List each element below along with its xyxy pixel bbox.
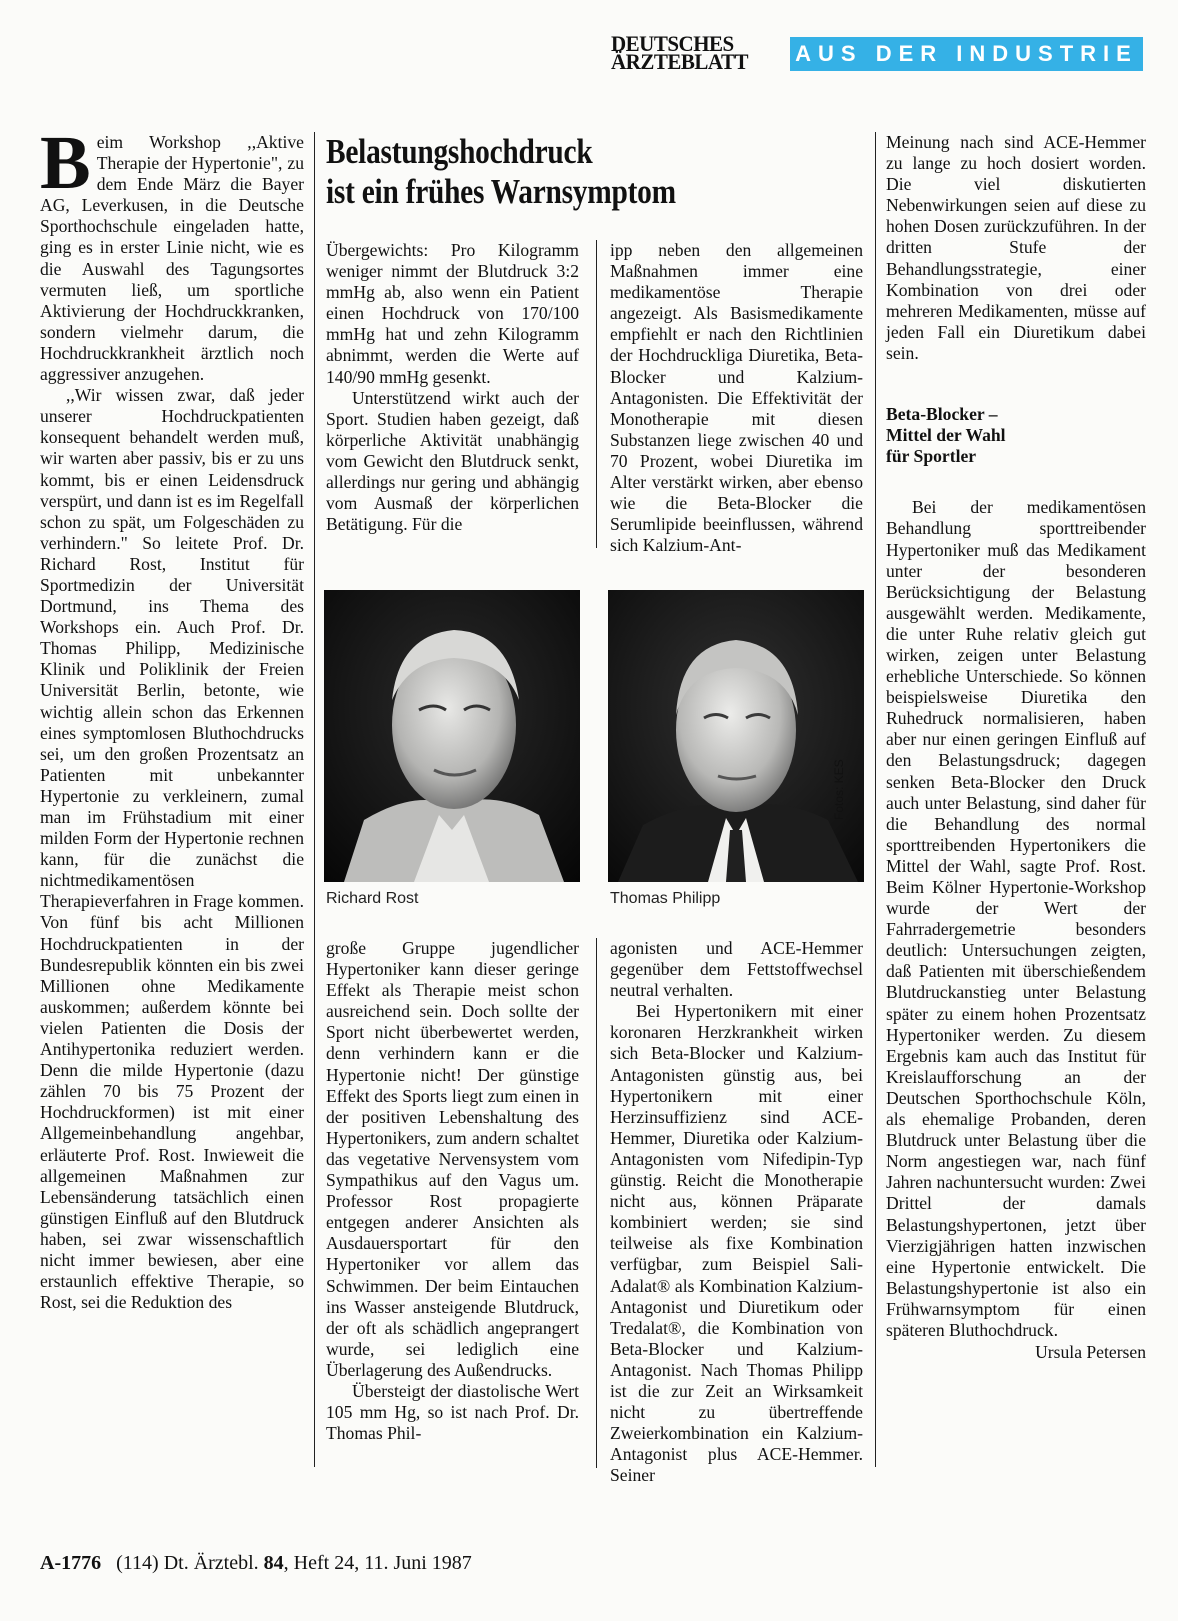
column-rule-2b	[596, 938, 597, 1468]
section-tag: AUS DER INDUSTRIE	[790, 37, 1143, 71]
subheading	[886, 364, 1146, 497]
footer-issue: , Heft 24, 11. Juni 1987	[283, 1552, 472, 1574]
col1-paragraph-2: ,,Wir wissen zwar, daß jeder unserer Hochdruckpatienten konsequent behandelt werden muß, wir warten aber passiv, bis er zu uns kommt, bis er einen Leidensdruck verspürt, und dann ist es im Regelfall schon zu spät, um Folgeschäden zu verhindern." So leitete Prof. Dr. Richard Rost, Institut für Sportmedizin der Universität Dortmund, ins Thema des Workshops ein. Auch Prof. Dr. Thomas Philipp, Medizinische Klinik und Poliklinik der Freien Universität Berlin, betonte, wie wichtig allein schon das Erkennen eines symptomlosen Bluthochdrucks sei, um den großen Prozentsatz an Patienten mit unbekannter Hypertonie zu verkleinern, zumal man im Frühstadium mit einer milden Form der Hypertonie rechnen kann, für die zunächst die nichtmedikamentösen Therapieverfahren in Frage kommen. Von fünf bis acht Millionen Hochdruckpatienten in der Bundesrepublik könnten ein bis zwei Millionen ohne Medikamente auskommen; außerdem könnte bei vielen Patienten die Dosis der Antihypertonika reduziert werden. Denn die milde Hypertonie (dazu zählen 70 bis 75 Prozent der Hochdruckformen) ist mit einer Allgemeinbehandlung angehbar, erläuterte Prof. Rost. Inwieweit die allgemeinen Maßnahmen zur Lebensänderung tatsächlich einen günstigen Einfluß auf den Blutdruck haben, sei zwar wissenschaftlich nicht immer bewiesen, aber eine erstaunlich effektive Therapie, so Rost, sei die Reduktion des	[40, 385, 304, 1313]
column-1	[40, 121, 304, 1313]
author: Ursula Petersen	[1035, 1342, 1146, 1363]
column-2-bottom	[326, 938, 579, 1444]
photo-credit: Fotos: KES	[832, 759, 846, 820]
col4-paragraph-1: Meinung nach sind ACE-Hemmer zu lange zu hoch dosiert worden. Die viel diskutierten Nebenwirkungen seien auf diese zu hohen Dosen zurückzuführen. In der dritten Stufe der Behandlungsstrategie, einer Kombination von drei oder mehreren Medikamenten, müsse auf jeden Fall ein Diuretikum dabei sein.	[886, 132, 1146, 363]
masthead-line2: ÄRZTEBLATT	[611, 48, 748, 74]
headline-line2: ist ein frühes Warnsymptom	[326, 172, 676, 211]
col2b-paragraph-2: Übersteigt der diastolische Wert 105 mm Hg, so ist nach Prof. Dr. Thomas Phil-	[326, 1380, 579, 1444]
subheading-line1: Beta-Blocker –	[886, 404, 998, 425]
photo-caption-2: Thomas Philipp	[610, 890, 721, 907]
col1-paragraph-1: eim Workshop ,,Aktive Therapie der Hypertonie", zu dem Ende März die Bayer AG, Leverkusen, in die Deutsche Sporthochschule eingeladen hatte, ging es in erster Linie nicht, wie es die Auswahl des Tagungsortes vermuten ließ, um sportliche Aktivierung der Hochdruckkranken, sondern vielmehr darum, die Hochdruckkrankheit ärztlich noch aggressiver anzugehen.	[40, 132, 304, 385]
footer-page-number: A-1776	[40, 1552, 102, 1574]
col2b-paragraph-1: große Gruppe jugendlicher Hypertoniker kann dieser geringe Effekt als Therapie meist schon ausreichend sein. Doch sollte der Sport nicht überbewertet werden, denn verhindern kann er die Hypertonie nicht! Der günstige Effekt des Sports liegt zum einen in der positiven Lebenshaltung des Hypertonikers, zum andern schaltet das vegetative Nervensystem vom Sympathikus auf den Vagus um. Professor Rost propagierte entgegen anderer Ansichten als Ausdauersportart für den Hypertoniker vor allem das Schwimmen. Der beim Eintauchen ins Wasser ansteigende Blutdruck, der oft als schädlich angeprangert wurde, sei lediglich eine Überlagerung des Außendrucks.	[326, 938, 579, 1380]
masthead	[611, 30, 748, 74]
column-3-bottom	[610, 938, 863, 1486]
column-rule-1	[314, 132, 315, 1467]
column-4	[886, 132, 1146, 1363]
masthead-line1: DEUTSCHES	[611, 30, 734, 57]
col4-paragraph-2: Bei der medikamentösen Behandlung sporttreibender Hypertoniker muß das Medikament unter der besonderen Berücksichtigung der Belastung ausgewählt werden. Medikamente, die unter Ruhe relativ gleich gut wirken, zeigen unter Belastung erhebliche Unterschiede. So können beispielsweise Diuretika den Ruhedruck normalisieren, haben aber nur einen geringen Einfluß auf den Belastungsdruck; dagegen senken Beta-Blocker den Druck auch unter Belastung, sind daher für die Behandlung des normal sporttreibenden Hypertonikers die Mittel der Wahl, sagte Prof. Rost. Beim Kölner Hypertonie-Workshop wurde der Wert der Fahrradergemetrie besonders deutlich: Untersuchungen zeigten, daß Patienten mit überschießendem Blutdruckanstieg unter Belastung später zu einem hohen Prozentsatz Hypertoniker werden. Zu diesem Ergebnis kam auch das Institut für Kreislaufforschung an der Deutschen Sporthochschule Köln, als ehemalige Probanden, deren Blutdruck unter Belastung über die Norm angestiegen war, nach fünf Jahren nachuntersucht wurden: Zwei Drittel der damals Belastungshypertonen, jetzt über Vierzigjährigen hatten inzwischen eine Hypertonie entwickelt. Die Belastungshypertonie ist also ein Frühwarnsymptom für einen späteren Bluthochdruck.	[886, 497, 1146, 1340]
col3b-paragraph-2: Bei Hypertonikern mit einer koronaren Herzkrankheit wirken sich Beta-Blocker und Kalzium-Antagonisten günstig aus, bei Hypertonikern mit einer Herzinsuffizienz sind ACE-Hemmer, Diuretika oder Kalzium-Antagonisten vom Nifedipin-Typ günstig. Reicht die Monotherapie nicht aus, können Präparate kombiniert werden; sie sind teilweise als fixe Kombination verfügbar, zum Beispiel Sali-Adalat® als Kombination Kalzium-Antagonist und Diuretikum oder Tredalat®, die Kombination von Beta-Blocker und Kalzium-Antagonist. Nach Thomas Philipp ist die zur Zeit an Wirksamkeit nicht zu übertreffende Zweierkombination ein Kalzium-Antagonist plus ACE-Hemmer. Seiner	[610, 1001, 863, 1486]
headline	[326, 132, 763, 212]
drop-cap: B	[40, 121, 91, 205]
col2a-paragraph-1: Übergewichts: Pro Kilogramm weniger nimmt der Blutdruck 3:2 mmHg ab, also wenn ein Patient einen Hochdruck von 170/100 mmHg hat und zehn Kilogramm abnimmt, werden die Werte auf 140/90 mmHg gesenkt.	[326, 240, 579, 387]
page-footer	[40, 1552, 472, 1575]
footer-journal: (114) Dt. Ärztebl.	[116, 1552, 259, 1574]
col2a-paragraph-2: Unterstützend wirkt auch der Sport. Studien haben gezeigt, daß körperliche Aktivität unabhängig vom Gewicht den Blutdruck senkt, allerdings nur gering und abhängig vom Ausmaß der körperlichen Betätigung. Für die	[326, 387, 579, 535]
footer-volume: 84	[263, 1552, 284, 1574]
column-2-top	[326, 240, 579, 535]
subheading-line3: für Sportler	[886, 446, 977, 467]
photo-richard-rost	[324, 590, 580, 882]
col3b-paragraph-1: agonisten und ACE-Hemmer gegenüber dem Fettstoffwechsel neutral verhalten.	[610, 938, 863, 1001]
photo-thomas-philipp	[608, 590, 864, 882]
column-3-top	[610, 240, 863, 556]
headline-line1: Belastungshochdruck	[326, 132, 593, 171]
column-rule-3	[875, 132, 876, 1467]
photo-caption-1: Richard Rost	[326, 890, 419, 907]
subheading-line2: Mittel der Wahl	[886, 425, 1006, 446]
column-rule-2a	[596, 240, 597, 548]
col3a-paragraph-1: ipp neben den allgemeinen Maßnahmen immer eine medikamentöse Therapie angezeigt. Als Basismedikamente empfiehlt er nach den Richtlinien der Hochdruckliga Diuretika, Beta-Blocker und Kalzium-Antagonisten. Die Effektivität der Monotherapie mit diesen Substanzen liege zwischen 40 und 70 Prozent, wobei Diuretika im Alter verstärkt wirken, aber ebenso wie die Beta-Blocker die Serumlipide beeinflussen, während sich Kalzium-Ant-	[610, 240, 863, 556]
